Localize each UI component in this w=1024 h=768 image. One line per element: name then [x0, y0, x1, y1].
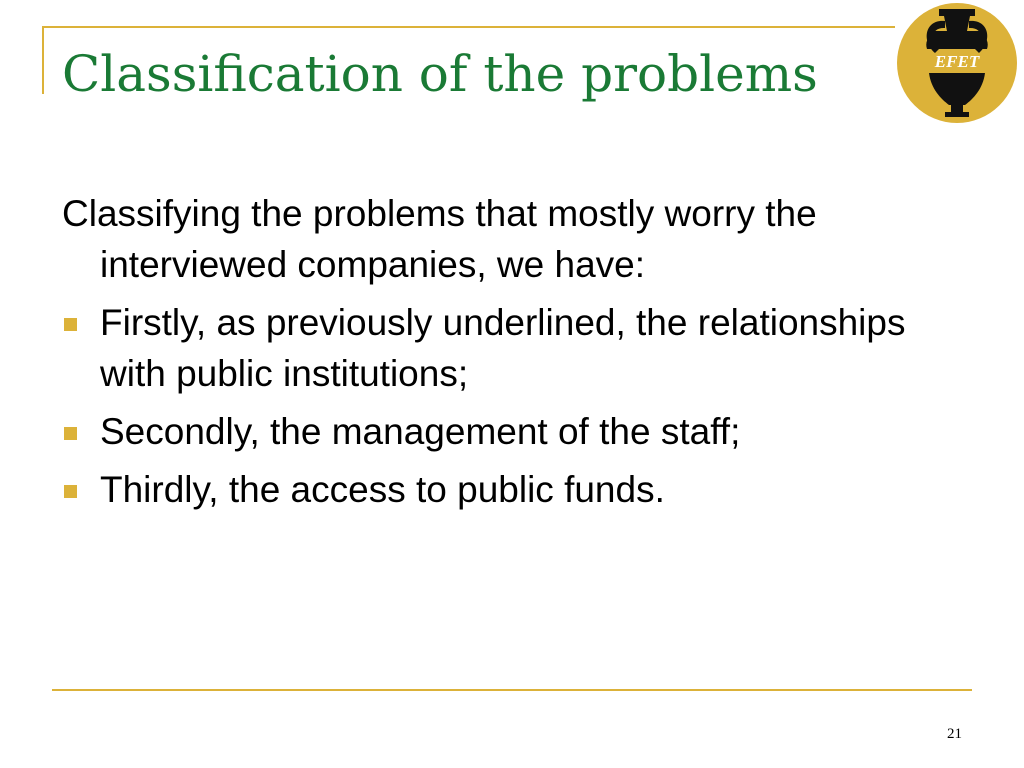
- slide-body: [62, 188, 962, 522]
- list-item: [62, 297, 962, 399]
- bullet-text: Thirdly, the access to public funds.: [100, 469, 665, 510]
- square-bullet-icon: [64, 427, 77, 440]
- logo-text: EFET: [934, 52, 980, 71]
- list-item: [62, 464, 962, 515]
- intro-paragraph: Classifying the problems that mostly worry the interviewed companies, we have:: [62, 193, 817, 285]
- footer-divider: [52, 689, 972, 691]
- slide-title: Classification of the problems: [62, 45, 818, 103]
- square-bullet-icon: [64, 485, 77, 498]
- title-frame-top-line: [42, 26, 895, 28]
- bullet-text: Secondly, the management of the staff;: [100, 411, 741, 452]
- list-item: [62, 406, 962, 457]
- square-bullet-icon: [64, 318, 77, 331]
- efet-logo: [895, 1, 1019, 125]
- title-frame-left-line: [42, 26, 44, 94]
- bullet-list: [62, 297, 962, 515]
- bullet-text: Firstly, as previously underlined, the relationships with public institutions;: [100, 302, 906, 394]
- page-number: 21: [947, 726, 962, 742]
